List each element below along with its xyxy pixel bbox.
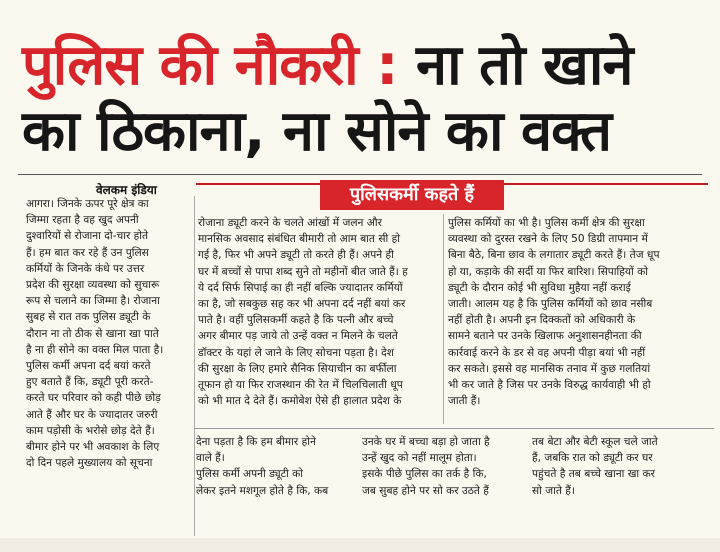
text-line: प्रदेश की सुरक्षा व्यवस्था को सुचारू [26, 279, 160, 292]
box-column-2 [448, 215, 706, 409]
text-line: मानसिक अवसाद संबंधित बीमारी तो आम बात सी हो [198, 233, 400, 246]
text-line: जाती। आलम यह है कि पुलिस कर्मियों को छाव नसीब [448, 298, 653, 311]
text-line: करते घर परिवार को कही पीछे छोड़ [26, 392, 161, 405]
text-line: आते हैं और घर के ज्यादातर जरुरी [26, 408, 158, 421]
text-line: है ना ही सोने का वक्त मिल पाता है। [26, 343, 164, 356]
text-line: को भी मात दे देते हैं। कमोबेश ऐसे ही हालात प्रदेश के [198, 395, 402, 408]
text-line: व्यवस्था को दुरस्त रखने के लिए 50 डिग्री तापमान में [448, 233, 648, 246]
headline-red-text: पुलिस की नौकरी : [22, 33, 398, 98]
text-line: पुलिस कर्मी अपनी ड्यूटी को [196, 468, 304, 481]
column-divider [194, 196, 195, 536]
text-line: पुलिस कर्मी अपना दर्द बयां करते [26, 360, 151, 373]
text-line: सामने बताने पर उनके खिलाफ अनुशासनहीनता की [448, 330, 642, 343]
box-column-1 [198, 215, 438, 409]
bottom-column-2 [362, 434, 524, 499]
text-line: सो जाते हैं। [532, 484, 575, 497]
text-line: जाती हैं। [448, 395, 481, 408]
text-line: गई है, फिर भी अपने ड्यूटी तो करते ही हैं। अपने ही [198, 249, 394, 262]
text-line: इसके पीछे पुलिस का तर्क है कि, [362, 468, 487, 481]
text-line: उन्हें खुद को नहीं मालूम होता। [362, 452, 477, 465]
text-line: बिना बैठे, बिना छाव के लगातार ड्यूटी करते हैं। तेज धूप [448, 249, 660, 262]
text-line: लेकर इतने मशगूल होते है कि, कब [196, 484, 329, 497]
text-line: पाते है। वहीं पुलिसकर्मी कहते है कि पत्नी और बच्चे [198, 314, 394, 327]
text-line: हैं, जबकि रात को ड्यूटी कर घर [532, 452, 653, 465]
left-column [26, 196, 194, 471]
text-line: जब सुबह होने पर सो कर उठते हैं [362, 484, 489, 497]
text-line: तूफान हो या फिर राजस्थान की रेत में चिलचिलाती धूप [198, 379, 403, 392]
text-line: का है, जो सबकुछ सह कर भी अपना दर्द नहीं बयां कर [198, 298, 406, 311]
text-line: बीमार होने पर भी अवकाश के लिए [26, 441, 160, 454]
text-line: हैं। हम बात कर रहे हैं उन पुलिस [26, 246, 149, 259]
text-line: देना पड़ता है कि हम बीमार होने [196, 436, 316, 448]
column-divider [443, 214, 444, 424]
box-title: पुलिसकर्मी कहते हैं [320, 180, 504, 210]
text-line: दो दिन पहले मुख्यालय को सूचना [26, 457, 153, 470]
text-line: रूप से चलाने का जिम्मा है। रोजाना [26, 295, 160, 308]
text-line: घर में बच्चों से पापा शब्द सुने तो महीनों बीत जाते हैं। ह [198, 265, 408, 278]
text-line: जिम्मा रहता है वह खुद अपनी [26, 214, 139, 227]
text-line: दौरान ना तो ठीक से खाना खा पाते [26, 327, 159, 340]
text-line: डॉक्टर के यहां ले जाने के लिए सोचना पड़ता है। देश [198, 346, 394, 359]
text-line: पहुंचते है तब बच्चे खाना खा कर [532, 468, 656, 481]
text-line: कर सकते। इससे वह मानसिक तनाव में कुछ गलतियां [448, 362, 651, 375]
text-line: ड्यूटी के दौरान कोई भी सुविधा मुहैया नहीं कराई [448, 281, 631, 294]
page-edge [0, 538, 720, 552]
bottom-column-1 [196, 434, 354, 499]
text-line: पुलिस कर्मियों का भी है। पुलिस कर्मी क्षेत्र की सुरक्षा [448, 217, 645, 229]
text-line: की सुरक्षा के लिए हमारे सैनिक सियाचीन का बर्फीला [198, 362, 397, 375]
text-line: वाले हैं। [196, 452, 225, 465]
text-line: भी कर जाते है जिस पर उनके विरुद्ध कार्यवाही भी हो [448, 379, 651, 392]
text-line: तब बेटा और बेटी स्कूल चले जाते [532, 436, 658, 448]
text-line: दुश्वारियों से रोजाना दो-चार होते [26, 230, 149, 243]
headline-rule [18, 174, 702, 175]
text-line: काम पड़ोसी के भरोसे छोड़ देते हैं। [26, 424, 155, 437]
text-line: कर्मियों के जिनके कंधे पर उत्तर [26, 262, 145, 275]
headline-line-1 [22, 34, 632, 98]
headline-line-2: का ठिकाना, ना सोने का वक्त [22, 99, 612, 164]
bottom-column-3 [532, 434, 708, 499]
byline: वेलकम इंडिया [96, 183, 157, 197]
text-line: हुए बताते हैं कि, ड्यूटी पूरी करते- [26, 376, 154, 389]
text-line: आगरा। जिनके ऊपर पूरे क्षेत्र का [26, 198, 149, 210]
headline-black-text: ना तो खाने [416, 33, 633, 98]
text-line: सुबह से रात तक पुलिस ड्यूटी के [26, 311, 151, 324]
text-line: हो या, कड़ाके की सर्दी या फिर बारिश। सिपाहियों को [448, 265, 649, 278]
text-line: नहीं होती है। अपनी इन दिक्कतों को अधिकारी के [448, 314, 636, 327]
text-line: अगर बीमार पड़ जाये तो उन्हें वक्त न मिलने के चलते [198, 330, 398, 343]
text-line: रोजाना ड्यूटी करने के चलते आंखों में जलन और [198, 217, 382, 229]
text-line: उनके घर में बच्चा बड़ा हो जाता है [362, 436, 490, 448]
text-line: ये दर्द सिर्फ सिपाई का ही नहीं बल्कि ज्यादातर कर्मियों [198, 281, 403, 294]
headline [0, 0, 720, 172]
box-bottom-rule [194, 428, 714, 429]
text-line: कार्रवाई करने के डर से वह अपनी पीड़ा बयां भी नहीं [448, 346, 646, 359]
